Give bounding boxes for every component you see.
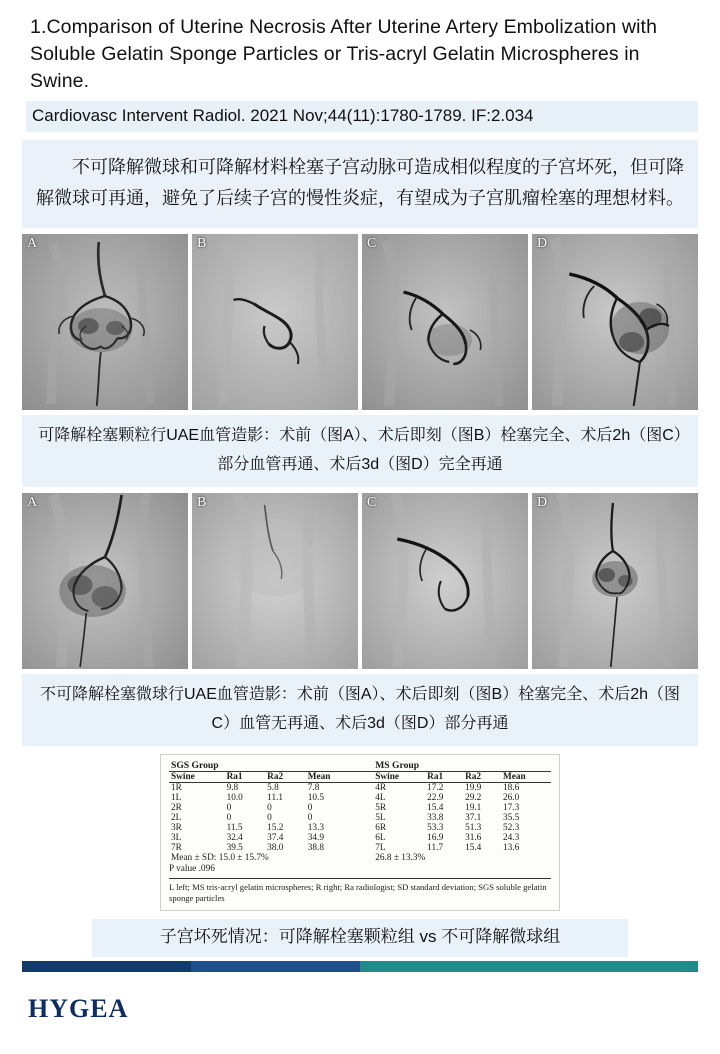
th-ra1: Ra1: [425, 772, 463, 783]
slide-page: [0, 14, 720, 1054]
abstract-text: 不可降解微球和可降解材料栓塞子宫动脉可造成相似程度的子宫坏死，但可降解微球可再通，避免了后续子宫的慢性炎症，有望成为子宫肌瘤栓塞的理想材料。: [36, 157, 684, 208]
cell-ra2: 51.3: [465, 823, 482, 833]
table-footnote: L left; MS tris-acryl gelatin microspheres; R right; Ra radiologist; SD standard deviation; SGS soluble gelatin sponge particles: [169, 878, 551, 904]
cell-ra2: 19.1: [465, 803, 482, 813]
angiogram-panel-2d: [532, 493, 698, 669]
th-mean: Mean: [306, 772, 360, 783]
brand-logo: HYGEA: [28, 994, 129, 1023]
angiogram-image-2d: [532, 493, 698, 669]
abstract-box: [22, 140, 698, 228]
table-row: [169, 843, 551, 853]
cell-swine: 6R: [375, 823, 387, 833]
cell-ra2: 5.8: [267, 783, 279, 793]
panel-label-b: B: [197, 236, 207, 251]
panel-label-c: C: [367, 236, 377, 251]
angiogram-image-2b: [192, 493, 358, 669]
angiogram-image-1d: [532, 234, 698, 410]
cell-swine: 1L: [171, 793, 182, 803]
table-group-sgs: SGS Group: [169, 760, 359, 772]
cell-swine: 4R: [375, 783, 387, 793]
cell-swine: 2L: [171, 813, 182, 823]
cell-ra2: 19.9: [465, 783, 482, 793]
cell-ra2: 15.2: [267, 823, 284, 833]
angiogram-image-2c: [362, 493, 528, 669]
footer-bar-segment-3: [360, 961, 698, 972]
th-ra1: Ra1: [225, 772, 266, 783]
angiogram-image-1c: [362, 234, 528, 410]
cell-ra2: 0: [267, 813, 272, 823]
th-swine: Swine: [373, 772, 425, 783]
cell-ra1: 0: [226, 813, 232, 823]
figure-row-1: [22, 234, 698, 410]
th-ra2: Ra2: [463, 772, 501, 783]
cell-ra1: 32.4: [226, 833, 243, 843]
th-ra2: Ra2: [265, 772, 306, 783]
cell-mean: 13.3: [307, 823, 324, 833]
table-row: [169, 833, 551, 843]
table-caption: 子宫坏死情况：可降解栓塞颗粒组 vs 不可降解微球组: [92, 919, 628, 957]
cell-ra2: 31.6: [465, 833, 482, 843]
sgs-summary: Mean ± SD: 15.0 ± 15.7%: [171, 853, 269, 863]
cell-mean: 13.6: [502, 843, 520, 853]
angiogram-panel-1c: [362, 234, 528, 410]
table-row: [169, 803, 551, 813]
footer-bar-segment-1: [22, 961, 191, 972]
angiogram-panel-2a: [22, 493, 188, 669]
cell-ra2: 29.2: [465, 793, 482, 803]
cell-ra1: 11.5: [226, 823, 243, 833]
ms-summary: 26.8 ± 13.3%: [375, 853, 426, 863]
angiogram-image-2a: [22, 493, 188, 669]
table-group-ms: MS Group: [373, 760, 551, 772]
cell-swine: 6L: [375, 833, 386, 843]
cell-mean: 24.3: [502, 833, 520, 843]
cell-ra2: 0: [267, 803, 272, 813]
cell-mean: 18.6: [502, 783, 520, 793]
cell-mean: 34.9: [307, 833, 324, 843]
cell-mean: 0: [307, 803, 313, 813]
p-value: P value .096: [169, 864, 215, 874]
cell-ra1: 9.8: [226, 783, 239, 793]
figure-1-caption: 可降解栓塞颗粒行UAE血管造影：术前（图A）、术后即刻（图B）栓塞完全、术后2h（图C）部分血管再通、术后3d（图D）完全再通: [22, 415, 698, 487]
angiogram-panel-1a: [22, 234, 188, 410]
table-row: [169, 813, 551, 823]
cell-swine: 5L: [375, 813, 386, 823]
table-row: [169, 823, 551, 833]
cell-ra2: 37.1: [465, 813, 482, 823]
cell-ra2: 11.1: [267, 793, 284, 803]
cell-swine: 4L: [375, 793, 386, 803]
angiogram-panel-2c: [362, 493, 528, 669]
table-summary-row: [169, 853, 551, 863]
th-mean: Mean: [501, 772, 551, 783]
figure-row-2: [22, 493, 698, 669]
cell-ra1: 53.3: [427, 823, 444, 833]
cell-swine: 3R: [171, 823, 182, 833]
cell-ra1: 17.2: [427, 783, 444, 793]
angiogram-image-1b: [192, 234, 358, 410]
cell-mean: 0: [307, 813, 313, 823]
panel-label-a: A: [27, 236, 38, 251]
cell-ra1: 11.7: [427, 843, 444, 853]
cell-swine: 3L: [171, 833, 182, 843]
cell-ra2: 37.4: [267, 833, 284, 843]
cell-mean: 26.0: [502, 793, 520, 803]
angiogram-panel-1d: [532, 234, 698, 410]
cell-ra1: 16.9: [427, 833, 444, 843]
journal-citation: Cardiovasc Intervent Radiol. 2021 Nov;44(11):1780-1789. IF:2.034: [26, 101, 698, 132]
panel-label-d: D: [537, 236, 548, 251]
figure-2-caption: 不可降解栓塞微球行UAE血管造影：术前（图A）、术后即刻（图B）栓塞完全、术后2h（图C）血管无再通、术后3d（图D）部分再通: [22, 674, 698, 746]
panel-label-c: C: [367, 495, 377, 510]
angiogram-image-1a: [22, 234, 188, 410]
table-row: [169, 783, 551, 794]
angiogram-panel-2b: [192, 493, 358, 669]
th-swine: Swine: [169, 772, 225, 783]
cell-mean: 7.8: [307, 783, 320, 793]
footer-color-bar: [22, 961, 698, 972]
cell-ra1: 33.8: [427, 813, 444, 823]
cell-swine: 7R: [171, 843, 182, 853]
cell-swine: 5R: [375, 803, 387, 813]
panel-label-b: B: [197, 495, 207, 510]
footer-bar-segment-2: [191, 961, 360, 972]
cell-ra1: 15.4: [427, 803, 444, 813]
cell-ra1: 0: [226, 803, 232, 813]
cell-ra2: 15.4: [465, 843, 482, 853]
panel-label-d: D: [537, 495, 548, 510]
cell-swine: 1R: [171, 783, 182, 793]
panel-label-a: A: [27, 495, 38, 510]
necrosis-data-table: [160, 754, 560, 911]
cell-mean: 52.3: [502, 823, 520, 833]
cell-mean: 17.3: [502, 803, 520, 813]
table-row: [169, 793, 551, 803]
cell-ra1: 10.0: [226, 793, 243, 803]
cell-swine: 2R: [171, 803, 182, 813]
cell-ra1: 39.5: [226, 843, 243, 853]
page-title: 1.Comparison of Uterine Necrosis After Uterine Artery Embolization with Soluble Gelatin Sponge Particles or Tris-acryl Gelatin Microspheres in Swine.: [30, 16, 658, 92]
cell-swine: 7L: [375, 843, 386, 853]
cell-mean: 38.8: [307, 843, 324, 853]
angiogram-panel-1b: [192, 234, 358, 410]
cell-mean: 35.5: [502, 813, 520, 823]
cell-ra1: 22.9: [427, 793, 444, 803]
cell-mean: 10.5: [307, 793, 324, 803]
cell-ra2: 38.0: [267, 843, 284, 853]
